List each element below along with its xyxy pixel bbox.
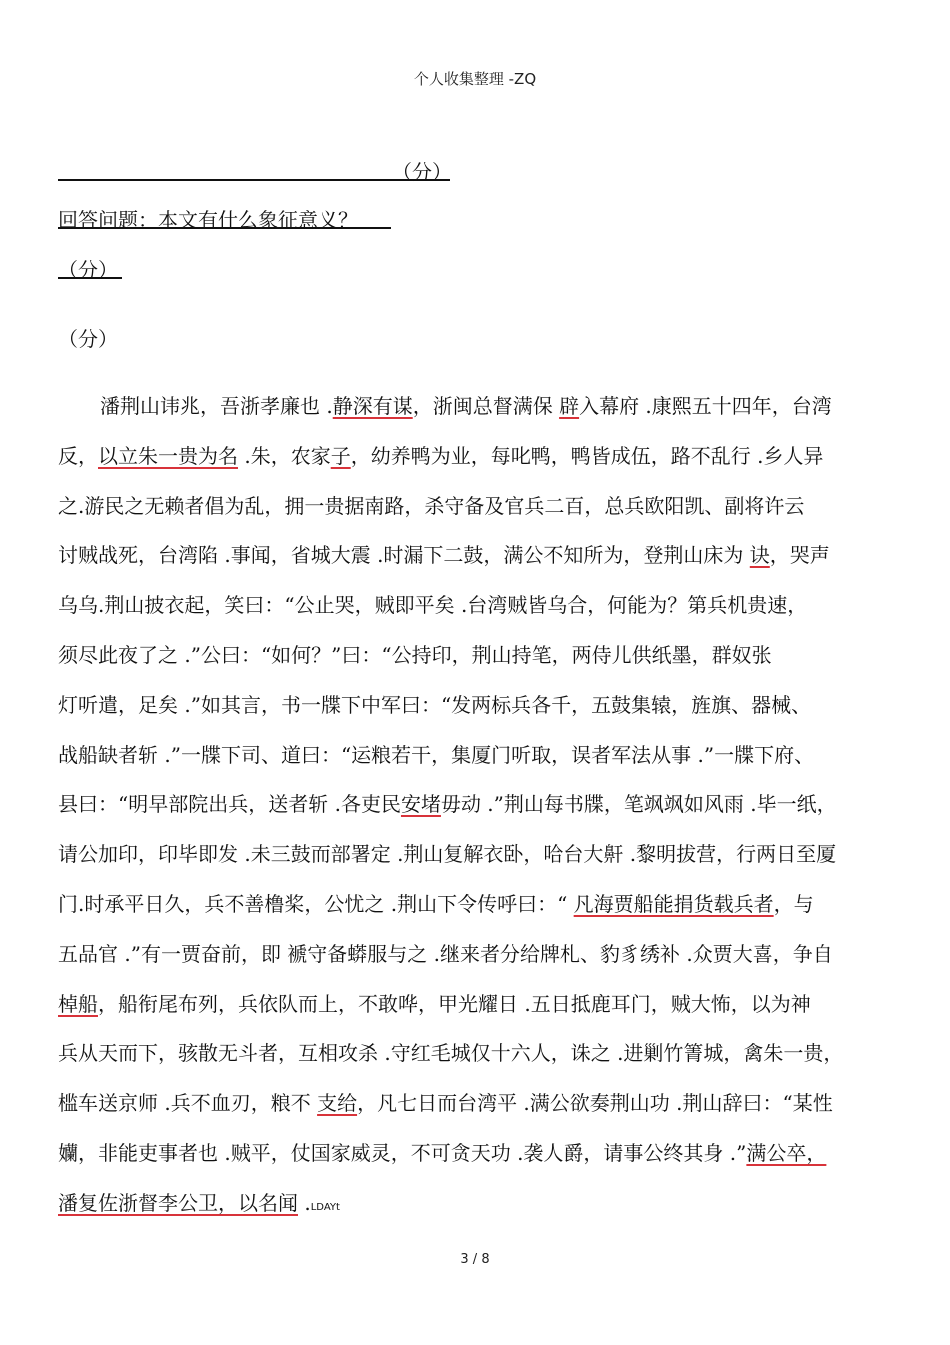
- page-number: 3 / 8: [460, 1252, 490, 1267]
- passage-line: 须尽此夜了之 .”公曰：“如何？”曰：“公持印，荆山持笔，两侍儿供纸墨，群奴张: [58, 642, 772, 667]
- annotated-phrase: 满公卒，: [746, 1140, 827, 1165]
- passage-line: 乌乌.荆山披衣起，笑曰：“公止哭，贼即平矣 .台湾贼皆乌合，何能为？第兵机贵速，: [58, 593, 808, 618]
- score-marker-2: （分）: [58, 258, 118, 282]
- annotated-phrase: 棹船: [58, 991, 98, 1016]
- passage-line: 反，以立朱一贵为名 .朱，农家子，幼养鸭为业，每叱鸭，鸭皆成伍，路不乱行 .乡人异: [58, 443, 824, 468]
- page-header: 个人收集整理 -ZQ: [413, 70, 537, 88]
- passage-line: 之.游民之无赖者倡为乱，拥一贵据南路，杀守备及官兵二百，总兵欧阳凯、副将许云: [58, 493, 805, 518]
- score-marker-1: （分）: [392, 160, 452, 184]
- stray-mark: LDAYt: [310, 1201, 340, 1213]
- passage-line: 战船缺者斩 .”一牒下司、道曰：“运粮若干，集厦门听取，误者军法从事 .”一牒下府、: [58, 742, 815, 767]
- passage-line: 槛车送京师 .兵不血刃，粮不 支给，凡七日而台湾平 .满公欲奏荆山功 .荆山辞曰：“某性: [58, 1091, 833, 1116]
- answer-line-3: [58, 277, 122, 279]
- passage-line: 门.时承平日久，兵不善橹桨，公忧之 .荆山下令传呼曰：“ 凡海贾船能捐货载兵者，与: [58, 891, 814, 916]
- passage-line: 五品官 .”有一贾奋前，即 褫守备蟒服与之 .继来者分给牌札、豹豸绣补 .众贾大喜，争自: [58, 941, 833, 966]
- passage-line: 潘荆山讳兆，吾浙孝廉也 .静深有谋，浙闽总督满保 辟入幕府 .康熙五十四年，台湾: [100, 394, 832, 418]
- answer-line-1: [58, 179, 450, 181]
- answer-line-2: [58, 227, 391, 229]
- passage-line: 兵从天而下，骇散无斗者，互相攻杀 .守红毛城仅十六人，诛之 .进剿竹箐城，禽朱一贵，: [58, 1041, 844, 1066]
- passage-line: 棹船，船衔尾布列，兵依队而上，不敢哗，甲光耀日 .五日抵鹿耳门，贼大怖，以为神: [58, 991, 811, 1016]
- passage-line: 孏，非能吏事者也 .贼平，仗国家威灵，不可贪天功 .袭人爵，请事公终其身 .”满公卒，: [58, 1140, 827, 1165]
- annotated-phrase: 辟: [559, 394, 580, 418]
- annotated-phrase: 安堵: [400, 792, 441, 817]
- question-text: 回答问题：本文有什么象征意义？: [58, 208, 358, 232]
- passage-line: 讨贼战死，台湾陷 .事闻，省城大震 .时漏下二鼓，满公不知所为，登荆山床为 诀，哭声: [58, 543, 830, 568]
- annotated-phrase: 凡海贾船能捐货载兵者: [573, 891, 774, 916]
- annotated-phrase: 支给: [317, 1091, 358, 1116]
- annotated-phrase: 静深有谋: [332, 394, 413, 418]
- annotated-phrase: 以立朱一贵为名: [98, 443, 238, 468]
- annotated-phrase: 诀: [749, 543, 770, 568]
- classical-passage: [58, 390, 898, 1237]
- score-marker-3: （分）: [58, 327, 118, 351]
- passage-line: 潘复佐浙督李公卫，以名闻 .LDAYt: [58, 1190, 340, 1215]
- annotated-phrase: 子: [330, 443, 351, 468]
- passage-line: 县曰：“明早部院出兵，送者斩 .各吏民安堵毋动 .”荆山每书牒，笔飒飒如风雨 .毕一纸，: [58, 792, 837, 817]
- passage-line: 灯听遣，足矣 .”如其言，书一牒下中军曰：“发两标兵各千，五鼓集辕，旌旗、器械、: [58, 692, 812, 717]
- passage-line: 请公加印，印毕即发 .未三鼓而部署定 .荆山复解衣卧，哈台大鼾 .黎明拔营，行两日至厦: [58, 842, 837, 867]
- annotated-phrase: 潘复佐浙督李公卫，以名闻: [58, 1190, 298, 1215]
